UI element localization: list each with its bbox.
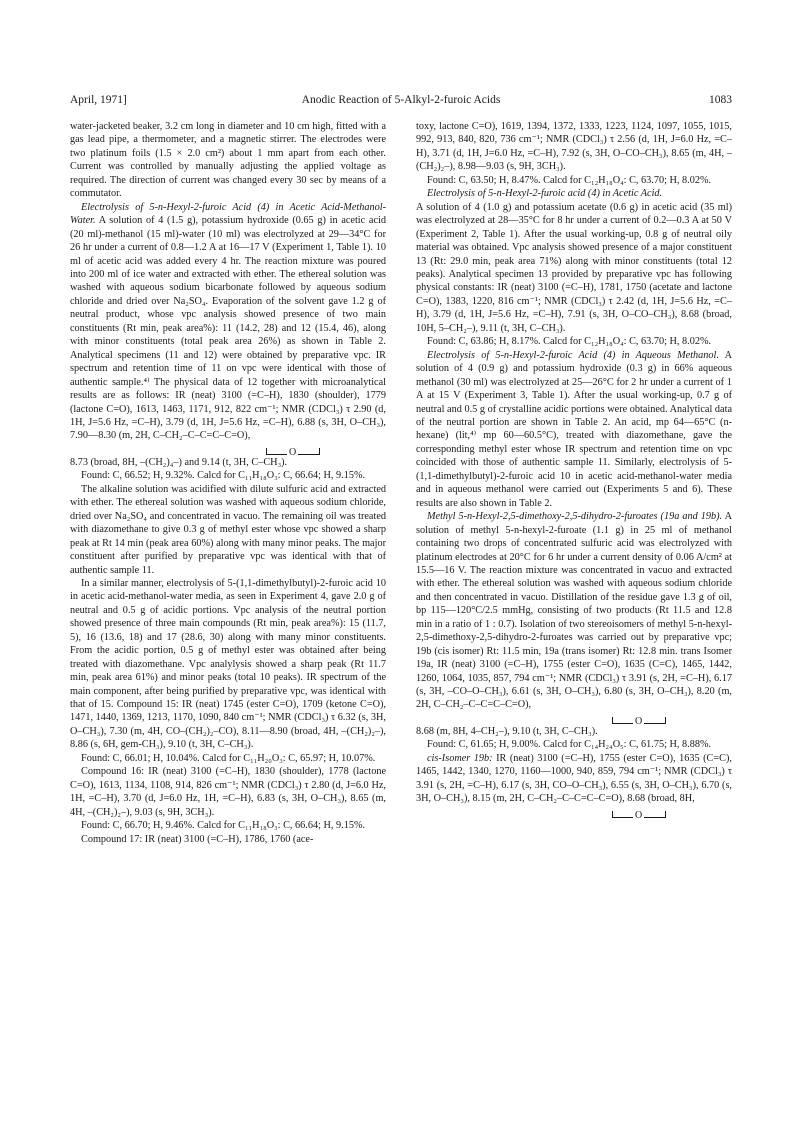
paragraph	[70, 577, 386, 752]
paragraph-text: water-jacketed beaker, 3.2 cm long in diameter and 10 cm high, fitted with a gas lead pipe, a thermometer, and a magnetic stirrer. The electrodes were two platinum foils (1.5 × 2.0 cm²) about 1 mm apart from each other. Current was controlled by manually adjusting the applied voltage as required. The direction of current was changed every 30 sec by means of a commutator.	[70, 121, 386, 200]
header-page-number: 1083	[709, 94, 732, 106]
paragraph-heading: Electrolysis of 5-n-Hexyl-2-furoic Acid (4) in Acetic Acid-Methanol-Water.	[70, 201, 386, 227]
paragraph-heading: Electrolysis of 5-n-Hexyl-2-furoic acid (4) in Acetic Acid.	[427, 188, 663, 200]
paragraph	[70, 765, 386, 819]
paragraph-text: Found: C, 63.86; H, 8.17%. Calcd for C₁₂H₁₈O₄: C, 63.70; H, 8.02%.	[427, 336, 712, 348]
paragraph-text: IR (neat) 3100 (=C–H), 1755 (ester C=O), 1635 (C=C), 1465, 1442, 1340, 1270, 1160—1000, 940, 859, 794 cm⁻¹; NMR (CDCl₃) τ 3.91 (s, 2H, =C–H), 6.17 (s, 3H, CO–O–CH₃), 6.55 (s, 3H, O–CH₃), 6.70 (s, 3H, O–CH₃), 8.15 (m, 2H, C–CH₂–C–C=C–C=O), 8.68 (broad, 8H,	[416, 752, 732, 805]
paragraph	[416, 201, 732, 336]
paragraph	[416, 120, 732, 174]
paragraph	[416, 349, 732, 510]
header-title: Anodic Reaction of 5-Alkyl-2-furoic Acids	[301, 94, 501, 106]
header-date: April, 1971]	[70, 94, 127, 106]
paragraph-text: The alkaline solution was acidified with dilute sulfuric acid and extracted with ether. The ethereal solution was washed with aqueous sodium chloride, dried over Na₂SO₄ and concentrated in vacuo. The remaining oil was treated with diazomethane to give 0.3 g of methyl ester whose vpc showed a sharp peak at Rt 14 min (peak area 60%) along with many minor peaks. The major constituent after purified by preparative vpc was identical with that of authentic sample 11.	[70, 483, 386, 576]
paragraph-text: Found: C, 66.01; H, 10.04%. Calcd for C₁₁H₂₀O₃: C, 65.97; H, 10.07%.	[81, 752, 376, 764]
paragraph-text: toxy, lactone C=O), 1619, 1394, 1372, 1333, 1223, 1124, 1097, 1055, 1015, 992, 913, 840, 820, 736 cm⁻¹; NMR (CDCl₃) τ 2.56 (d, 1H, J=6.0 Hz, =C–H), 3.71 (d, 1H, J=6.0 Hz, =C–H), 7.92 (s, 3H, O–CO–CH₃), 8.65 (m, 4H, –(CH₂)₂–), 8.98—9.03 (s, 9H, 3CH₃).	[416, 121, 732, 173]
lactone-ring-bracket	[70, 443, 386, 456]
paragraph	[70, 469, 386, 482]
paragraph	[70, 752, 386, 765]
paragraph-text: Compound 16: IR (neat) 3100 (=C–H), 1830 (shoulder), 1778 (lactone C=O), 1613, 1134, 1108, 914, 826 cm⁻¹; NMR (CDCl₃) τ 2.80 (d, J=6.0 Hz, 1H, =C–H), 3.70 (d, J=6.0 Hz, 1H, =C–H), 6.83 (s, 3H, O–CH₃), 8.65 (m, 4H, –(CH₂)₂–), 9.03 (s, 9H, 3CH₃).	[70, 766, 386, 818]
paragraph-text: A solution of 4 (1.0 g) and potassium acetate (0.6 g) in acetic acid (35 ml) was electrolyzed at 28—35°C for 8 hr under a current of 0.2—0.3 A at 50 V (Experiment 2, Table 1). After the usual working-up, 0.8 g of neutral oily material was obtained. Vpc analysis showed presence of a major constituent 13 (Rt: 29.0 min, peak area 71%) along with minor constituents (total 12 peaks). Analytical specimen 13 provided by preparative vpc has following physical constants: IR (neat) 3100 (=C–H), 1781, 1750 (acetate and lactone C=O), 1383, 1220, 816 cm⁻¹; NMR (CDCl₃) τ 2.42 (d, 1H, J=5.6 Hz, =C–H), 3.79 (d, 1H, J=5.6 Hz, =C–H), 7.91 (s, 3H, O–CO–CH₃), 8.68 (broad, 10H, 5–CH₂–), 9.11 (t, 3H, C–CH₃).	[416, 201, 732, 334]
paragraph	[416, 174, 732, 187]
paragraph-text: A solution of 4 (1.5 g), potassium hydroxide (0.65 g) in acetic acid (20 ml)-methanol (15 ml)-water (10 ml) was electrolyzed at 29—34°C for 26 hr under a current of 0.8—1.2 A at 16—17 V (Experiment 1, Table 1). 10 ml of acetic acid was added every 4 hr. The reaction mixture was poured into 200 ml of ice water and extracted with ether. The ethereal solution was washed with aqueous sodium bicarbonate followed by aqueous sodium chloride and dried over Na₂SO₄. Evaporation of the solvent gave 1.2 g of neutral product, whose vpc analysis showed presence of two main constituents (Rt min, peak area%): 11 (14.2, 28) and 12 (15.4, 46), along with minor constituents (total peak area 26%) as shown in Table 2. Analytical specimens (11 and 12) were obtained by preparative vpc. IR spectrum and retention time of 11 on vpc were identical with those of authentic sample.⁴⁾ The physical data of 12 together with microanalytical results are as follows: IR (neat) 3100 (=C–H), 1830 (shoulder), 1779 (lactone C=O), 1613, 1463, 1171, 912, 822 cm⁻¹; NMR (CDCl₃) τ 2.90 (d, 1H, J=5.6 Hz, =C–H), 3.79 (d, 1H, J=5.6 Hz, =C–H), 6.88 (s, 3H, O–CH₃), 7.90—8.30 (m, 2H, C–CH₂–C–C=C–C=O),	[70, 215, 386, 442]
paragraph-text: Found: C, 63.50; H, 8.47%. Calcd for C₁₂H₁₈O₄: C, 63.70; H, 8.02%.	[427, 174, 712, 186]
paragraph-text: Found: C, 66.70; H, 9.46%. Calcd for C₁₁H₁₈O₃: C, 66.64; H, 9.15%.	[81, 820, 366, 832]
paragraph	[70, 819, 386, 832]
paragraph	[70, 483, 386, 577]
paragraph-text: A solution of methyl 5-n-hexyl-2-furoate (1.1 g) in 25 ml of methanol containing two drops of concentrated sulfuric acid was electrolyzed with platinum electrodes at 20°C for 6 hr under a current density of 0.06 A/cm² at 15.5—16 V. The reaction mixture was concentrated in vacuo and extracted with ether. The ethereal solution was washed with aqueous sodium chloride and then concentrated in vacuo. Distillation of the residue gave 1.3 g of oil, bp 115—120°C/2.5 mmHg, consisting of two products (Rt 11.5 and 12.8 min in a ratio of 1 : 0.7). Isolation of two stereoisomers of methyl 5-n-hexyl-2,5-dimethoxy-2,5-dihydro-2-furoates was carried out by preparative vpc; 19b (cis isomer) Rt: 11.5 min, 19a (trans isomer) Rt: 12.8 min. trans Isomer 19a, IR (neat) 3100 (=C–H), 1755 (ester C=O), 1635 (C=C), 1465, 1442, 1260, 1064, 1035, 857, 794 cm⁻¹; NMR (CDCl₃) τ 3.91 (s, 2H, =C–H), 6.17 (s, 3H, –CO–O–CH₃), 6.61 (s, 3H, O–CH₃), 6.80 (s, 3H, O–CH₃), 8.20 (m, 2H, C–CH₂–C–C=C–C=O),	[416, 511, 732, 711]
paragraph-text: Found: C, 66.52; H, 9.32%. Calcd for C₁₁H₁₈O₃: C, 66.64; H, 9.15%.	[81, 470, 366, 482]
paragraph	[416, 335, 732, 348]
left-column	[70, 120, 386, 846]
paragraph-heading: cis-Isomer 19b:	[427, 752, 493, 764]
paragraph	[70, 201, 386, 443]
paragraph-text: In a similar manner, electrolysis of 5-(1,1-dimethylbutyl)-2-furoic acid 10 in acetic acid-methanol-water media, as seen in Experiment 4, gave 2.0 g of neutral and 0.5 g of acidic portions. Vpc analysis of the neutral portion showed presence of three main compounds (Rt min, peak area%): 15 (11.7, 5), 16 (13.6, 18) and 17 (28.6, 30) along with many minor constituents. From the acidic portion, 0.5 g of methyl ester was obtained after being treated with diazomethane. Vpc analylysis showed a sharp peak (Rt 11.7 min, peak area 61%) and minor peaks (total 10 peaks). IR spectrum of the main component, after being purified by preparative vpc, was identical with that of 15. Compound 15: IR (neat) 1745 (ester C=O), 1709 (ketone C=O), 1471, 1440, 1369, 1213, 1170, 1090, 840 cm⁻¹; NMR (CDCl₃) τ 6.32 (s, 3H, O–CH₃), 7.30 (m, 4H, CO–(CH₂)₂–CO), 8.11—8.90 (broad, 4H, –(CH₂)₂–), 8.86 (s, 6H, gem-CH₃), 9.10 (t, 3H, C–CH₃).	[70, 577, 386, 751]
paragraph	[416, 187, 732, 200]
paragraph	[416, 510, 732, 712]
ring-oxygen-label: O	[635, 809, 643, 821]
paragraph	[70, 833, 386, 846]
running-header	[70, 94, 732, 114]
paragraph-heading: Electrolysis of 5-n-Hexyl-2-furoic Acid (4) in Aqueous Methanol.	[427, 349, 719, 361]
ring-oxygen-label: O	[289, 446, 297, 458]
paragraph-text: A solution of 4 (0.9 g) and potassium hydroxide (0.3 g) in 66% aqueous methanol (30 ml) was electrolyzed at 25—26°C for 2 hr under a current of 1 A at 15 V (Experiment 3, Table 1). After the usual working-up, 0.7 g of neutral and 0.5 g of crystalline acidic portions were obtained. Analytical data of the neutral portion are shown in Table 2. An acid, mp 64—65°C (n-hexane) (lit,⁴⁾ mp 60—60.5°C), treated with diazomethane, gave the corresponding methyl ester whose IR spectrum and retention time on vpc coincided with those of authentic sample 11. Similarly, electrolysis of 5-(1,1-dimethylbutyl)-2-furoic acid 10 in acetic acid-methanol-water media and in aqueous methanol were carried out (Experiments 5 and 6). These results are also shown in Table 2.	[416, 349, 732, 509]
right-column	[416, 120, 732, 819]
paragraph	[70, 120, 386, 201]
paragraph-heading: Methyl 5-n-Hexyl-2,5-dimethoxy-2,5-dihydro-2-furoates (19a and 19b).	[427, 511, 723, 523]
paragraph	[70, 456, 386, 469]
paragraph-text: Compound 17: IR (neat) 3100 (=C–H), 1786, 1760 (ace-	[81, 833, 314, 845]
lactone-ring-bracket	[416, 712, 732, 725]
paragraph	[416, 725, 732, 738]
paragraph	[416, 738, 732, 751]
paragraph	[416, 752, 732, 806]
lactone-ring-bracket	[416, 806, 732, 819]
paragraph-text: Found: C, 61.65; H, 9.00%. Calcd for C₁₄H₂₄O₅: C, 61.75; H, 8.88%.	[427, 739, 712, 751]
ring-oxygen-label: O	[635, 715, 643, 727]
paragraph-text: 8.73 (broad, 8H, –(CH₂)₄–) and 9.14 (t, 3H, C–CH₃).	[70, 456, 288, 468]
paragraph-text: 8.68 (m, 8H, 4–CH₂–), 9.10 (t, 3H, C–CH₃).	[416, 725, 598, 737]
